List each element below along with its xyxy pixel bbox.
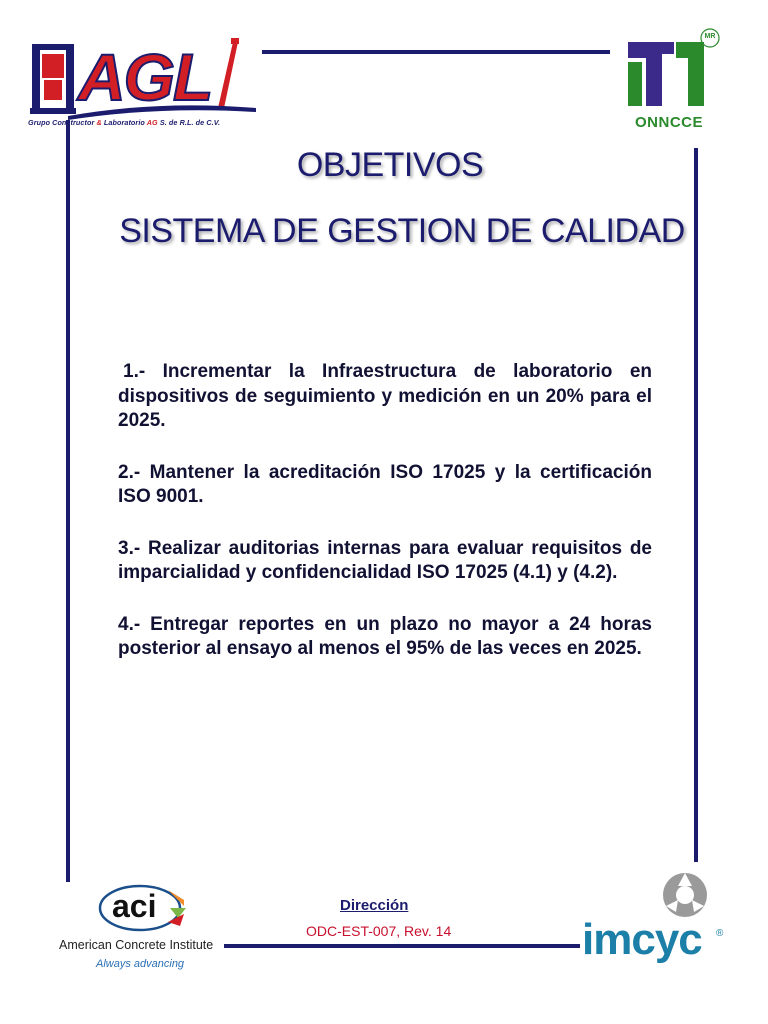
objective-item: 2.- Mantener la acreditación ISO 17025 y la certificación ISO 9001.	[118, 461, 652, 507]
onncce-wordmark: ONNCCE	[634, 114, 703, 131]
aci-tagline: Always advancing	[96, 958, 185, 970]
frame-right-rule	[694, 148, 698, 862]
objective-item: 1.- Incrementar la Infraestructura de laboratorio en dispositivos de seguimiento y medición en un 20% para el 2025.	[118, 361, 652, 431]
frame-top-rule	[262, 50, 610, 54]
page-subtitle: SISTEMA DE GESTION DE CALIDAD	[119, 212, 685, 250]
objectives-list	[118, 360, 652, 689]
imcyc-emblem-icon	[660, 870, 710, 920]
page-title: OBJETIVOS	[296, 146, 484, 184]
aci-logo	[98, 878, 188, 936]
document-reference: ODC-EST-007, Rev. 14	[306, 923, 452, 939]
agl-wordmark: AGL	[78, 40, 212, 114]
department-label: Dirección	[340, 897, 409, 914]
imcyc-registered-mark: ®	[716, 928, 724, 939]
agl-logo	[28, 38, 260, 120]
agl-tagline: Grupo Constructor & Laboratorio AG S. de R.L. de C.V.	[28, 118, 221, 127]
objective-item: 4.- Entregar reportes en un plazo no mayor a 24 horas posterior al ensayo al menos el 95% de las veces en 2025.	[118, 613, 652, 659]
aci-wordmark: aci	[112, 888, 157, 924]
objective-item: 3.- Realizar auditorias internas para evaluar requisitos de imparcialidad y confidencialidad ISO 17025 (4.1) y (4.2).	[118, 537, 652, 583]
aci-name: American Concrete Institute	[59, 938, 214, 952]
frame-bottom-rule	[224, 944, 580, 948]
onncce-mr-mark: MR	[704, 33, 716, 40]
imcyc-wordmark: imcyc	[582, 915, 702, 964]
